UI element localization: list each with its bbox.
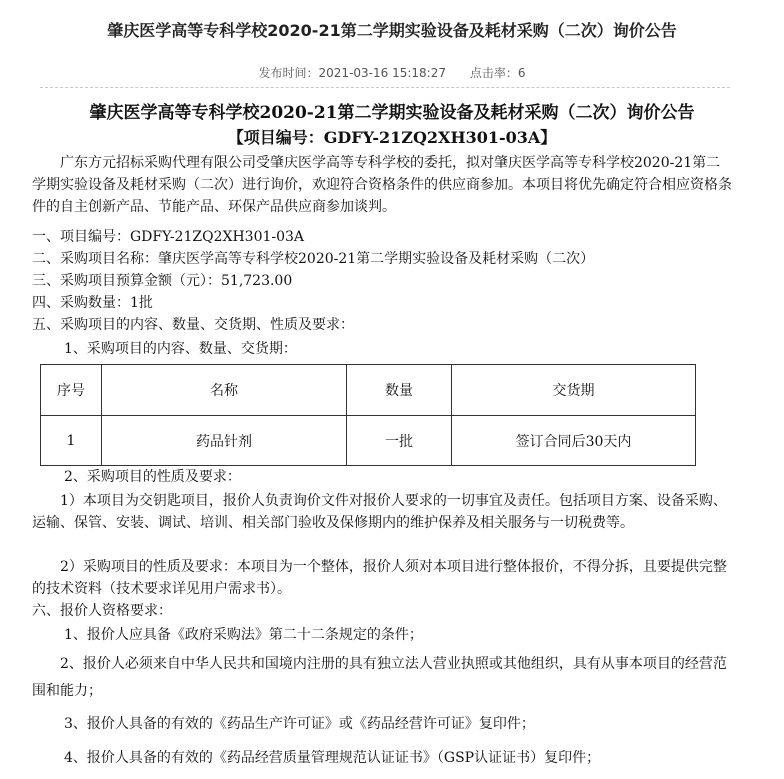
subsection-2: 2、采购项目的性质及要求： <box>64 469 241 485</box>
table-cell: 签订合同后30天内 <box>452 416 696 466</box>
publish-meta <box>0 64 784 81</box>
page-header-title: 肇庆医学高等专科学校2020-21第二学期实验设备及耗材采购（二次）询价公告 <box>107 21 677 40</box>
qualification-3: 3、报价人具备的有效的《药品生产许可证》或《药品经营许可证》复印件； <box>64 716 535 732</box>
project-code: 【项目编号：GDFY-21ZQ2XH301-03A】 <box>227 128 557 147</box>
qualification-4: 4、报价人具备的有效的《药品经营质量管理规范认证证书》（GSP认证证书）复印件； <box>64 750 601 766</box>
click-count: 点击率：6 <box>469 66 526 80</box>
section-2: 二、采购项目名称：肇庆医学高等专科学校2020-21第二学期实验设备及耗材采购（二次） <box>32 251 595 267</box>
intro-paragraph: 广东方元招标采购代理有限公司受肇庆医学高等专科学校的委托，拟对肇庆医学高等专科学校2020-21第二学期实验设备及耗材采购（二次）进行询价，欢迎符合资格条件的供应商参加。本项目将优先确定符合相应资格条件的自主创新产品、节能产品、环保产品供应商参加谈判。 <box>32 155 732 215</box>
subsection-2-point-2: 2）采购项目的性质及要求：本项目为一个整体，报价人须对本项目进行整体报价，不得分拆，且要提供完整的技术资料（技术要求详见用户需求书）。 <box>32 559 727 597</box>
publish-time: 发布时间：2021-03-16 15:18:27 <box>258 66 446 80</box>
subsection-1: 1、采购项目的内容、数量、交货期： <box>64 341 297 357</box>
column-header: 名称 <box>102 365 347 416</box>
section-3: 三、采购项目预算金额（元）：51,723.00 <box>32 273 293 289</box>
column-header: 数量 <box>347 365 452 416</box>
document-title: 肇庆医学高等专科学校2020-21第二学期实验设备及耗材采购（二次）询价公告 <box>89 103 695 123</box>
qualification-2: 2、报价人必须来自中华人民共和国境内注册的具有独立法人营业执照或其他组织，具有从事本项目的经营范围和能力； <box>32 656 727 699</box>
table-header-row <box>41 365 696 416</box>
table-cell: 1 <box>41 416 102 466</box>
table-cell: 一批 <box>347 416 452 466</box>
column-header: 序号 <box>41 365 102 416</box>
procurement-table <box>40 364 696 466</box>
section-4: 四、采购数量：1批 <box>32 295 153 311</box>
column-header: 交货期 <box>452 365 696 416</box>
section-5: 五、采购项目的内容、数量、交货期、性质及要求： <box>32 317 354 333</box>
header-divider <box>40 87 730 88</box>
qualification-1: 1、报价人应具备《政府采购法》第二十二条规定的条件； <box>64 627 423 643</box>
section-1: 一、项目编号：GDFY-21ZQ2XH301-03A <box>32 229 305 245</box>
table-row <box>41 416 696 466</box>
subsection-2-point-1: 1）本项目为交钥匙项目，报价人负责询价文件对报价人要求的一切事宜及责任。包括项目方案、设备采购、运输、保管、安装、调试、培训、相关部门验收及保修期内的维护保养及相关服务与一切税费等。 <box>32 493 727 531</box>
section-6: 六、报价人资格要求： <box>32 603 172 619</box>
table-cell: 药品针剂 <box>102 416 347 466</box>
